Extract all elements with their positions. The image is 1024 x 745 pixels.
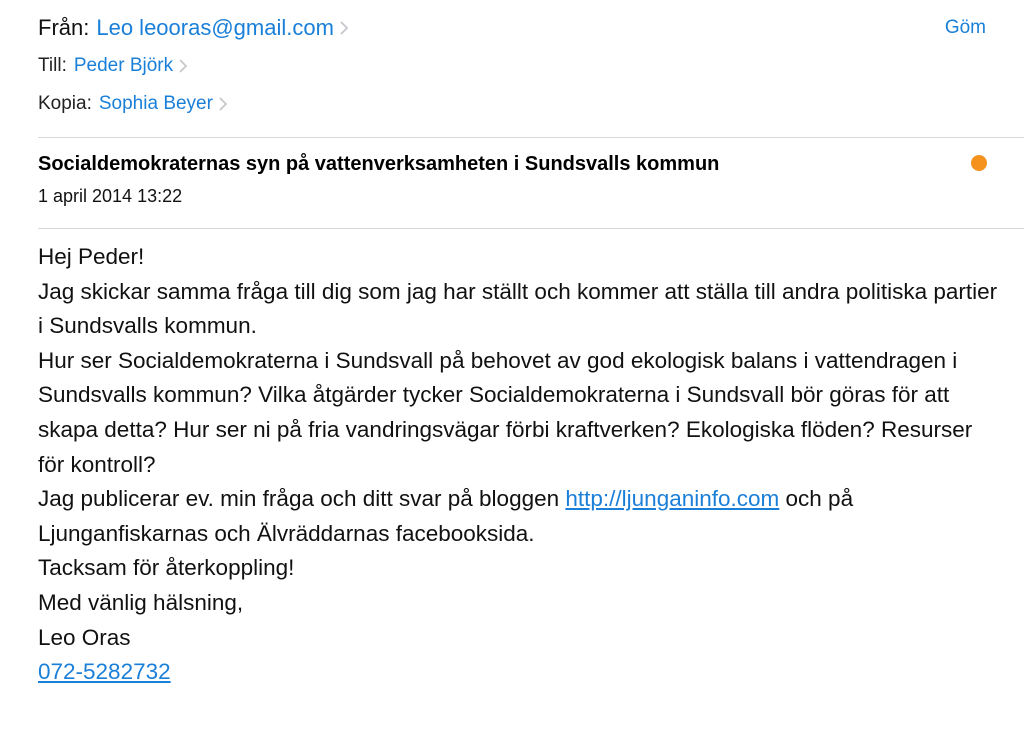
unread-dot-icon[interactable]	[971, 155, 987, 171]
body-greeting: Hej Peder!	[38, 244, 145, 269]
body-paragraph	[38, 482, 998, 551]
body-closing: Med vänlig hälsning,	[38, 589, 244, 615]
chevron-right-icon[interactable]	[219, 97, 227, 111]
signature-name: Leo Oras	[38, 624, 131, 650]
body-paragraph: Hur ser Socialdemokraterna i Sundsvall på behovet av god ekologisk balans i vattendragen i Sundsvalls kommun? Vilka åtgärder tycker Socialdemokraterna i Sundsvall bör göras för att skapa detta? Hur ser ni på fria vandringsvägar förbi kraftverken? Ekologiska flöden? Resurser för kontroll?	[38, 347, 973, 477]
message-subject: Socialdemokraternas syn på vattenverksamheten i Sundsvalls kommun	[38, 153, 720, 175]
body-text: och på Ljunganfiskarnas och Älvräddarnas facebooksida.	[38, 486, 854, 546]
message-date: 1 april 2014 13:22	[38, 186, 183, 206]
subject-divider	[38, 228, 1024, 229]
body-paragraph: Jag skickar samma fråga till dig som jag har ställt och kommer att ställa till andra politiska partier i Sundsvalls kommun.	[38, 278, 998, 339]
phone-link[interactable]: 072-5282732	[38, 659, 171, 685]
header-divider	[38, 137, 1024, 138]
to-label: Till:	[38, 55, 67, 76]
cc-row	[38, 93, 227, 115]
to-row	[38, 55, 187, 77]
from-row	[38, 15, 348, 41]
body-text: Jag publicerar ev. min fråga och ditt svar på bloggen	[38, 486, 566, 512]
from-sender[interactable]: Leo leooras@gmail.com	[96, 15, 334, 40]
cc-label: Kopia:	[38, 93, 92, 114]
message-body	[38, 240, 998, 690]
from-label: Från:	[38, 15, 90, 40]
chevron-right-icon[interactable]	[179, 59, 187, 73]
blog-link[interactable]: http://ljunganinfo.com	[565, 486, 780, 512]
body-thanks: Tacksam för återkoppling!	[38, 555, 295, 581]
cc-recipient[interactable]: Sophia Beyer	[98, 93, 213, 114]
chevron-right-icon[interactable]	[340, 21, 348, 35]
hide-details-button[interactable]: Göm	[944, 17, 986, 38]
to-recipient[interactable]: Peder Björk	[73, 55, 174, 76]
